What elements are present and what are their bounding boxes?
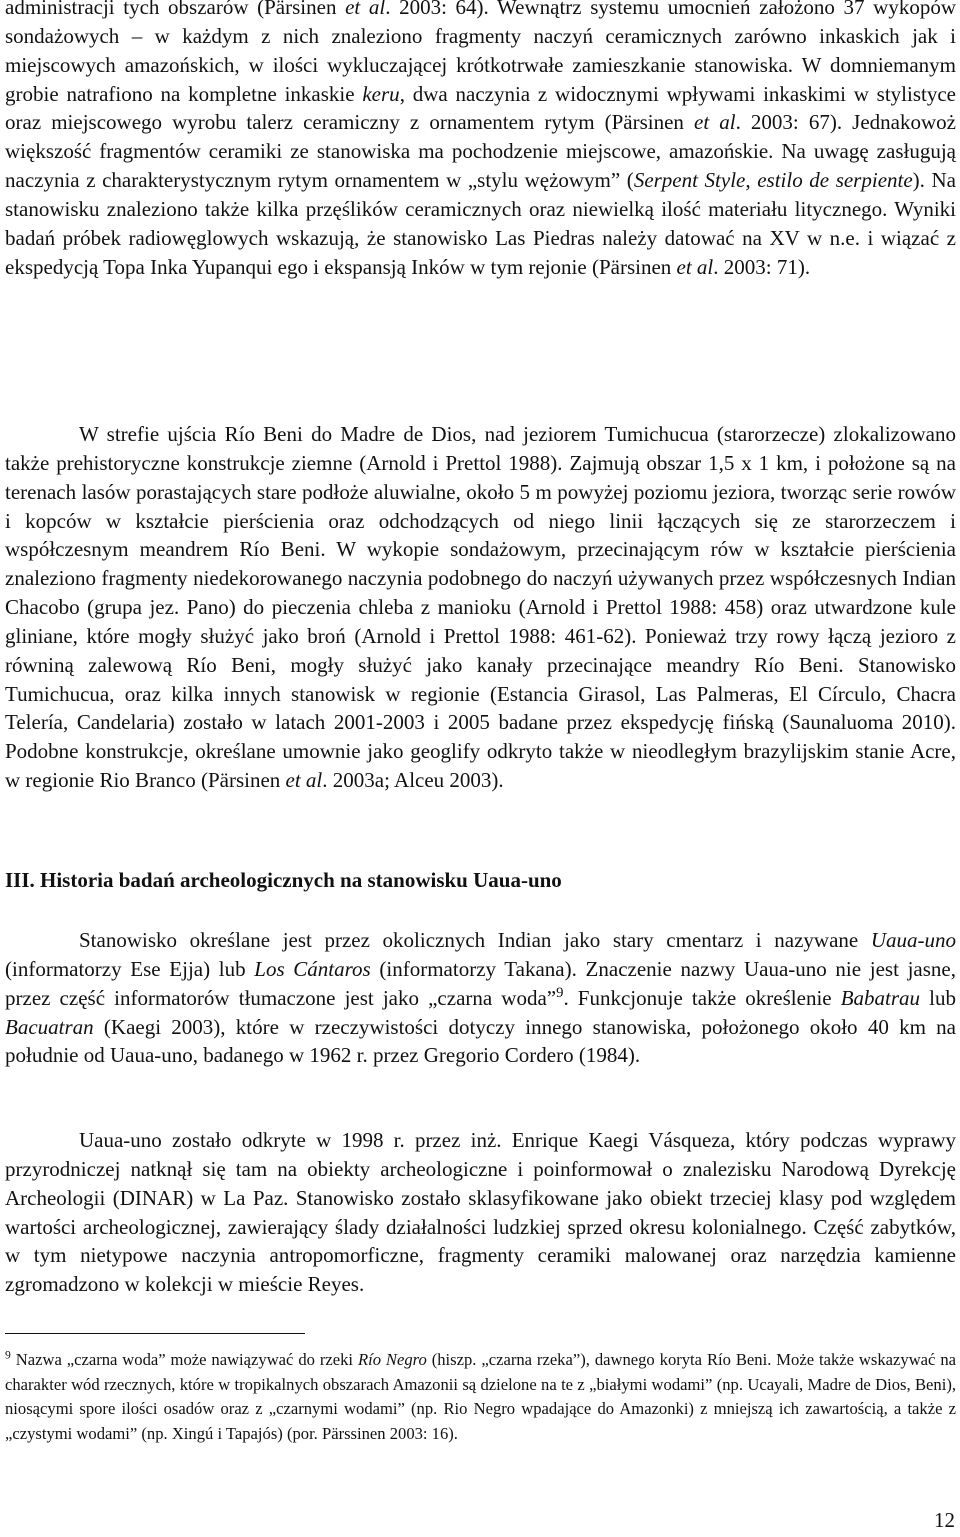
paragraph-las-piedras	[5, 0, 956, 281]
paragraph-discovery	[5, 1126, 956, 1299]
text-span: (Kaegi 2003), które w rzeczywistości dotyczy innego stanowiska, położonego około 40 km na południe od Uaua-uno, badanego w 1962 r. przez Gregorio Cordero (1984).	[5, 1014, 956, 1068]
footnote-number: 9	[5, 1348, 11, 1362]
text-span: lub	[920, 985, 956, 1010]
text-span: , dwa naczynia z widocznymi wpływami inkaskimi w stylistyce oraz miejscowego wyrobu talerz ceramiczny z ornamentem rytym (Pärsinen	[5, 81, 956, 135]
page-number: 12	[934, 1508, 955, 1532]
text-span: . 2003: 67). Jednakowoż większość fragmentów ceramiki ze stanowiska ma pochodzenie miejscowe, amazońskie. Na uwagę zasługują naczynia z charakterystycznym rytym ornamentem w „stylu wężowym” (	[5, 110, 956, 193]
italic-term: Uaua-uno	[870, 928, 956, 952]
italic-term: keru	[362, 81, 400, 106]
text-span: Uaua-uno zostało odkryte w 1998 r. przez inż. Enrique Kaegi Vásqueza, który podczas wyprawy przyrodniczej natknął się tam na obiekty archeologiczne i poinformował o znalezisku Narodową Dyrekcję Archeologii (DINAR) w La Paz. Stanowisko zostało sklasyfikowane jako obiekt trzeciej klasy pod względem wartości archeologicznej, zawierający ślady działalności ludzkiej sprzed okresu kolonialnego. Część zabytków, w tym nietypowe naczynia antropomorficzne, fragmenty ceramiki malowanej oraz narzędzia kamienne zgromadzono w kolekcji w mieście Reyes.	[5, 1128, 956, 1297]
paragraph-uaua-uno-name	[5, 926, 956, 1070]
text-span: W strefie ujścia Río Beni do Madre de Dios, nad jeziorem Tumichucua (starorzecze) zlokalizowano także prehistoryczne konstrukcje ziemne (Arnold i Prettol 1988). Zajmują obszar 1,5 x 1 km, i położone są na terenach lasów porastających stare podłoże aluwialne, około 5 m powyżej poziomu jeziora, tworząc serie rowów i kopców w kształcie pierścienia oraz odchodzących od niego linii łączących się ze starorzeczem i współczesnym meandrem Río Beni. W wykopie sondażowym, przecinającym rów w kształcie pierścienia znaleziono fragmenty niedekorowanego naczynia podobnego do naczyń używanych przez współczesnych Indian Chacobo (grupa jez. Pano) do pieczenia chleba z manioku (Arnold i Prettol 1988: 458) oraz utwardzone kule gliniane, które mogły służyć jako broń (Arnold i Prettol 1988: 461-62). Ponieważ trzy rowy łączą jezioro z równiną zalewową Río Beni, mogły służyć jako kanały przecinające meandry Río Beni. Stanowisko Tumichucua, oraz kilka innych stanowisk w regionie (Estancia Girasol, Las Palmeras, El Círculo, Chacra Telería, Candelaria) zostało w latach 2001-2003 i 2005 badane przez ekspedycję fińską (Saunaluoma 2010). Podobne konstrukcje, określane umownie jako geoglify odkryto także w nieodległym brazylijskim stanie Acre, w regionie Rio Branco (Pärsinen	[5, 422, 956, 793]
text-span: . 2003: 64). Wewnątrz systemu umocnień założono 37 wykopów sondażowych – w każdym z nich znaleziono fragmenty naczyń ceramicznych zarówno inkaskich jak i miejscowych amazońskich, w ilości wykluczającej krótkotrwałe zamieszkanie stanowiska. W domniemanym grobie natrafiono na kompletne inkaskie	[5, 0, 956, 106]
italic-term: Serpent Style, estilo de serpiente	[633, 168, 913, 193]
text-span: . 2003: 71).	[713, 254, 811, 279]
italic-term: Río Negro	[357, 1350, 427, 1369]
italic-term: Los Cántaros	[254, 956, 371, 981]
italic-citation: et al	[285, 768, 323, 793]
italic-term: Bacuatran	[5, 1014, 94, 1039]
italic-term: Babatrau	[840, 985, 921, 1010]
text-span: administracji tych obszarów (Pärsinen	[5, 0, 346, 19]
paragraph-tumichucua	[5, 420, 956, 795]
italic-citation: et al	[345, 0, 386, 19]
text-span: (informatorzy Ese Ejja) lub	[5, 956, 255, 981]
text-span: (hiszp. „czarna rzeka”), dawnego koryta Río Beni. Może także wskazywać na charakter wód rzecznych, które w tropikalnych obszarach Amazonii są dzielone na te z „białymi wodami” (np. Ucayali, Madre de Dios, Beni), niosącymi spore ilości osadów oraz z „czarnymi wodami” (np. Rio Negro wpadające do Amazonki) z mniejszą ich zawartością, a także z „czystymi wodami” (np. Xingú i Tapajós) (por. Pärssinen 2003: 16).	[5, 1350, 956, 1443]
section-heading: III. Historia badań archeologicznych na stanowisku Uaua-uno	[5, 868, 562, 892]
footnote-9	[5, 1348, 956, 1446]
text-span: . Funkcjonuje także określenie	[563, 985, 841, 1010]
footnote-separator	[5, 1333, 305, 1334]
footnote-reference[interactable]: 9	[556, 984, 564, 1001]
text-span: Nazwa „czarna woda” może nawiązywać do rzeki	[10, 1350, 358, 1369]
text-span: ). Na stanowisku znaleziono także kilka przęślików ceramicznych oraz niewielką ilość materiału litycznego. Wyniki badań próbek radiowęglowych wskazują, że stanowisko Las Piedras należy datować na XV w n.e. i wiązać z ekspedycją Topa Inka Yupanqui ego i ekspansją Inków w tym rejonie (Pärsinen	[5, 168, 956, 279]
text-span: . 2003a; Alceu 2003).	[322, 768, 504, 793]
italic-citation: et al	[676, 254, 714, 279]
text-span: (informatorzy Takana). Znaczenie nazwy Uaua-uno nie jest jasne, przez część informatorów tłumaczone jest jako „czarna woda”	[5, 956, 956, 1010]
text-span: Stanowisko określane jest przez okolicznych Indian jako stary cmentarz i nazywane	[79, 928, 871, 952]
italic-citation: et al	[694, 110, 736, 135]
